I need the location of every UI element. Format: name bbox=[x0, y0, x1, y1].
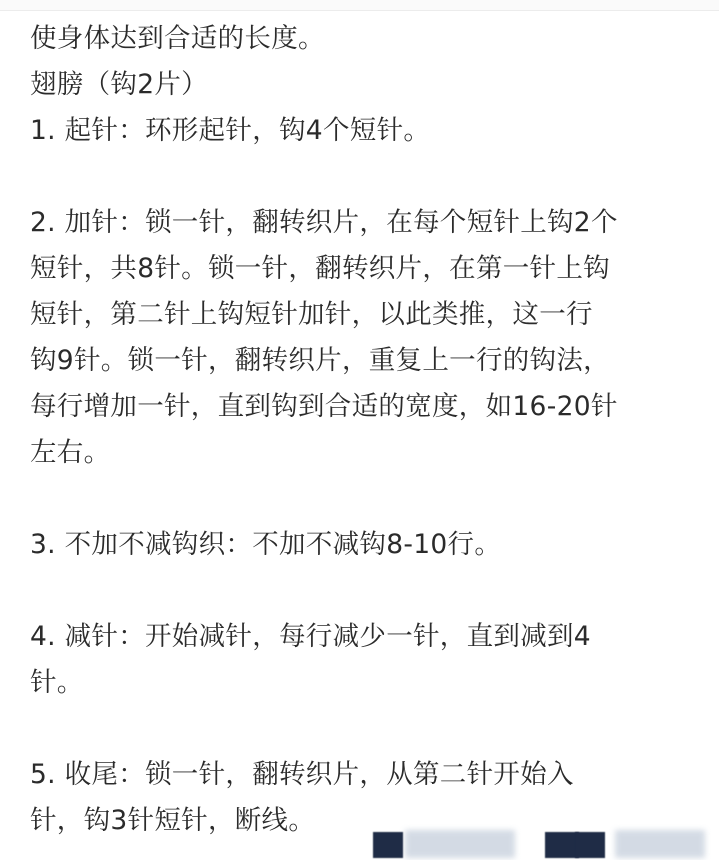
watermark-blur bbox=[615, 830, 705, 858]
paragraph-gap bbox=[30, 568, 700, 614]
blurred-watermark-strip bbox=[345, 824, 719, 860]
watermark-blur bbox=[405, 830, 515, 858]
step-4-line: 针。 bbox=[30, 667, 84, 698]
step-2-line: 2. 加针：锁一针，翻转织片，在每个短针上钩2个 bbox=[30, 207, 618, 238]
paragraph-gap bbox=[30, 154, 700, 200]
step-2-line: 左右。 bbox=[30, 437, 111, 468]
watermark-dark-block bbox=[373, 832, 403, 858]
step-1-text: 1. 起针：环形起针，钩4个短针。 bbox=[30, 115, 431, 146]
paragraph-gap bbox=[30, 706, 700, 752]
step-4-paragraph bbox=[30, 614, 700, 706]
step-5-line: 5. 收尾：锁一针，翻转织片，从第二针开始入 bbox=[30, 759, 574, 790]
paragraph-gap bbox=[30, 476, 700, 522]
article-body bbox=[30, 16, 700, 844]
watermark-dark-block bbox=[575, 832, 605, 858]
step-2-paragraph bbox=[30, 200, 700, 476]
step-2-line: 每行增加一针，直到钩到合适的宽度，如16-20针 bbox=[30, 391, 618, 422]
section-title: 翅膀（钩2片） bbox=[30, 69, 208, 100]
watermark-dark-block bbox=[545, 832, 579, 858]
top-divider bbox=[0, 0, 719, 11]
step-2-line: 钩9针。锁一针，翻转织片，重复上一行的钩法， bbox=[30, 345, 610, 376]
step-2-line: 短针，第二针上钩短针加针，以此类推，这一行 bbox=[30, 299, 593, 330]
step-3-text: 3. 不加不减钩织：不加不减钩8-10行。 bbox=[30, 529, 502, 560]
step-2-line: 短针，共8针。锁一针，翻转织片，在第一针上钩 bbox=[30, 253, 610, 284]
intro-tail-text: 使身体达到合适的长度。 bbox=[30, 23, 325, 54]
step-5-line: 针，钩3针短针，断线。 bbox=[30, 805, 316, 836]
step-4-line: 4. 减针：开始减针，每行减少一针，直到减到4 bbox=[30, 621, 591, 652]
